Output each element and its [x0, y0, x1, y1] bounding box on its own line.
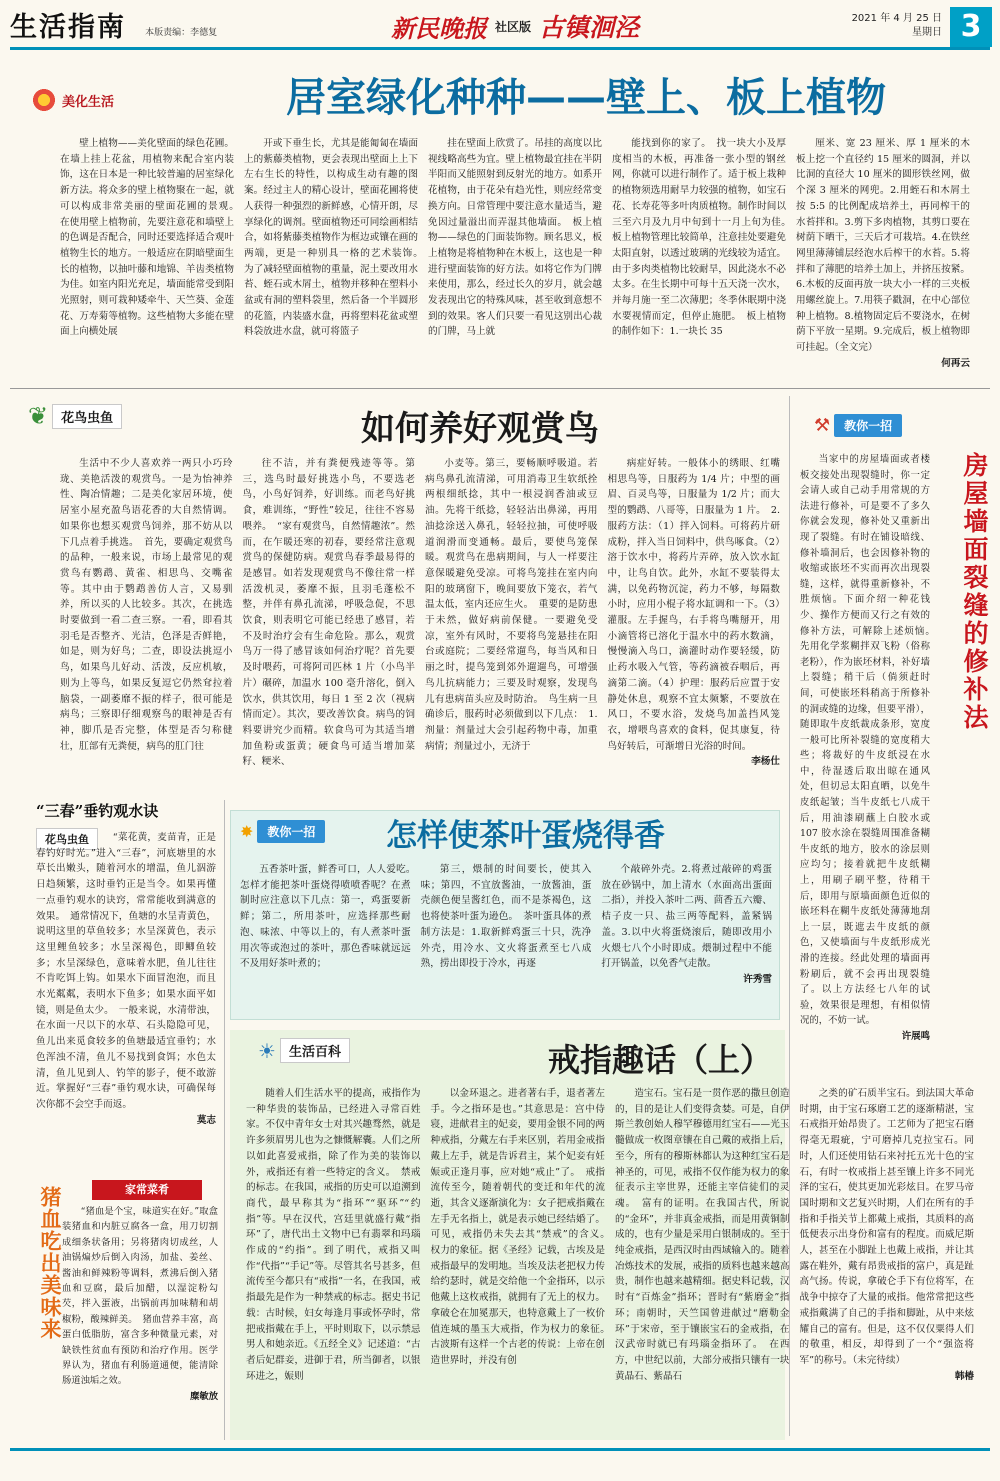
hammer-icon: ⚒ — [814, 415, 831, 436]
tag-label: 美化生活 — [62, 94, 115, 110]
article7-title: 戒指趣话（上） — [547, 1041, 772, 1079]
weekday-line: 星期日 — [912, 27, 942, 38]
star-icon: ✸ — [240, 822, 254, 841]
article1-body — [60, 136, 970, 382]
tag-flower-bird — [28, 402, 188, 442]
article5-col2: 第三，煨制的时间要长，使其入味；第四，不宜放酱油，一放酱油，蛋壳颜色便呈酱红色，而不是茶褐色，这也将使茶叶蛋为逊色。 茶叶蛋具体的煮制方法是：1.取新鲜鸡蛋三十只，洗净外壳，用冷水、文火将蛋煮至七八成熟，捞出即投于冷水，再逐 — [420, 864, 592, 970]
tag-label: 花鸟虫鱼 — [52, 404, 122, 429]
tag-label: 生活百科 — [280, 1038, 350, 1063]
tag-label: 花鸟虫鱼 — [36, 828, 98, 850]
article1-col5: 厘米、宽 23 厘米、厚 1 厘米的木板上挖一个直径约 15 厘米的圆洞，并以比洞的直径大 10 厘米的圆形铁丝网，做个深 3 厘米的网兜。2.用蛭石和木屑土按 5:5 的比例配成培养土，再同榨干的水苔拌和。3.剪下多肉植物，其剪口要在树荫下晒干，三天后才可栽培。4.在铁丝网里薄薄铺层经泡水后榨干的水苔。5.将拌和了薄肥的培养土加上，并挤压按紧。6.木板的反面再放一块大小一样的三夹板用螺丝旋上。7.用筷子戳洞，在中心部位种上植物。8.植物固定后不要浇水，在树荫下平放一星期。9.完成后，板上植物即可挂起。（全文完） 何再云 — [796, 136, 970, 382]
article7-body — [246, 1086, 974, 1440]
article2-title: 如何养好观赏鸟 — [361, 409, 599, 449]
masthead-rule — [10, 47, 990, 50]
article5-title: 怎样使茶叶蛋烧得香 — [386, 818, 665, 854]
logo-town: 古镇洄泾 — [539, 13, 640, 42]
editor-credit: 本版责编：李德复 — [145, 28, 218, 38]
article2-author: 李杨仕 — [751, 756, 780, 768]
article4-body: “菜花黄，麦苗青，正是春钓好时光。”进入“三春”，河底塘里的水草长出嫩头，随着河水的增温，鱼儿泅游日趋频繁，这时垂钓正是当令。如果再懂一点垂钓观水的诀窍，常常能收到满意的效果。 通常情况下，鱼塘的水呈青黄色，说明这里的草鱼较多；水呈深黄色，表示这里鲤鱼较多；水呈深褐色，即鲫鱼较多；水呈深绿色，意味着水肥，鱼儿往往不肯吃饵上钩。如果水下面冒泡泡，而且水光粼粼，表明水下鱼多；如果水面平如镜，则是鱼太少。 一般来说，水清带浊，在水面一尺以下的水草、石头隐隐可见，鱼儿出来觅食较多的鱼塘最适宜垂钓；水色浑浊不清，鱼儿不易找到食饵；水色太清，鱼儿见到人、钓竿的影子，便不敢游近。掌握好“三春”垂钓观水诀，可确保每次你都不会空手而返。 莫志 — [36, 830, 216, 1240]
article5-body — [240, 862, 772, 1014]
tag-beautify-life — [30, 86, 170, 120]
issue-date — [846, 12, 942, 40]
article2-col4: 病症好转。一般体小的绣眼、红嘴相思鸟等，日服药为 1/4 片；中型的画眉、百灵鸟等，日服量为 1/2 片；而大型的鹦鹉、八哥等，日服量为 1 片。 2.服药方法：（1）拌入饲料。可将药片研成粉，拌入当日饲料中，供鸟啄食。（2）溶于饮水中，将药片弄碎，放入饮水缸中，让鸟自饮。此外，水缸不要装得太满，以免药物沉淀，药力不够，每隔数小时，应用小棍子将水缸调和一下。（3）灌服。左手握鸟，右手将鸟嘴掰开，用小滴管将已溶化于温水中的药水数滴，慢慢滴入鸟口，滴灌时动作要轻缓，防止药水吸入气管，等药滴被吞咽后，再滴第二滴。（4）护理：服药后应置于安静处休息，观察不宜太频繁，不要放在风口，不要水浴，发烧鸟加盖挡风笼衣，增喂鸟喜欢的食料，促其康复，待鸟好转后，可渐增日光浴的时间。 李杨仕 — [608, 456, 781, 792]
page-number: 3 — [950, 7, 992, 47]
tag-label: 教你一招 — [257, 820, 325, 843]
tag-tip-wall — [814, 414, 964, 440]
logo-main: 新民晚报 — [390, 13, 487, 43]
article3-body: 当家中的房屋墙面或者楼板交接处出现裂缝时，你一定会请人或自己动手用常规的方法进行修补，可是要不了多久你就会发现，修补处又重新出现了裂缝。有时在铺设暗线、修补墙洞后，也会因修补物的收缩或嵌坯不实而再次出现裂缝，这样，就得重新修补，不胜烦恼。下面介绍一种花钱少、操作方便而又行之有效的修补方法，可解除上述烦恼。 先用化学浆糊拌双飞粉（俗称老粉），作为嵌坯材料，补好墙上裂缝；稍干后（倘须赶时间，可使嵌坯料稍高于所修补的洞或缝的边缘，但要平滑），随即取牛皮纸裁成条形，宽度一般可比所补裂缝的宽度稍大些；将裁好的牛皮纸浸在水中，待湿透后取出晾在通风处，但切忌太阳直晒，以免牛皮纸起皱；当牛皮纸七八成干后，用油漆刷蘸上白胶水或 107 胶水涂在裂缝周围准备糊牛皮纸的地方，胶水的涂层则应均匀；接着就把牛皮纸糊上，用刷子刷平整，待稍干后，即用与原墙面颜色近似的嵌坯料在糊牛皮纸处薄薄地刮上一层，既遮去牛皮纸的颜色，又使墙面与牛皮纸形成光滑的连接。经此处理的墙面再粉刷后，就不会再出现裂缝了。以上方法经七八年的试验，效果很是理想，有相似情况的，不妨一试。 许展鸣 — [800, 452, 930, 1452]
article2-col1: 生活中不少人喜欢养一两只小巧玲珑、美艳活泼的观赏鸟。一是为怡神养性、陶冶情趣；二是美化家居环境，使居室小屋充盈鸟语花香的大自然情调。如果你也想买观赏鸟饲养，那不妨从以下几点着手挑选。 首先，要确定观赏鸟的品种，一般来说，市场上最常见的观赏鸟有鹦鹉、黄雀、相思鸟、交嘴雀等。其中由于鹦鹉善仿人言，又易驯养，所以买的人比较多。其次，在挑选时要做到一看二查三察。一看，即看其羽毛是否整齐、光洁，色泽是否鲜艳，如是，则为好鸟；二查，即设法挑逗小鸟，如果鸟儿好动、活泼，反应机敏，则为上等鸟，如果反复逗它仍然耷拉着脑袋，一副萎靡不振的样子，很可能是病鸟；三察即仔细观察鸟的眼神是否有神，脚爪是否完整，体型是否匀称健壮，肛部有无粪便，病鸟的肛门往 — [60, 458, 233, 752]
article7-col1: 随着人们生活水平的提高，戒指作为一种华贵的装饰品，已经进入寻常百姓家。不仅中青年女士对其兴趣骛然，就是许多须眉男儿也为之慷慨解囊。人们之所以如此喜爱戒指，除了作为美的装饰以外，戒指还有着一些特定的含义。 禁戒的标志。在我国，戒指的历史可以追溯到商代，最早称其为“指环”“驱环”“约指”等。早在汉代，宫廷里就盛行戴“指环”了，唐代出土文物中已有翡翠和玛瑙作成的“约指”。到了明代，戒指又叫作“代指”“手记”等。尽管其名号甚多，但流传至今都只有“戒指”一名，在我国，戒指最先是作为一种禁戒的标志。据史书记载：古时候，妇女每逢月事或怀孕时，常把戒指戴在手上，平时则取下，以示禁忌男人和她亲近。《五经全义》记述道：“古者后妃群妾，进御于君，所当御者，以银环进之，娠则 — [246, 1088, 421, 1382]
divider — [10, 388, 990, 389]
tag-label: 教你一招 — [834, 414, 902, 437]
article7-col2: 以金环退之。进者著右手，退者著左手。今之指环是也。”其意思是：宫中侍寝，进献君主的妃妾，要用金银不同的两种戒指，分戴左右手来区别，若用金戒指戴上左手，就是告诉君主，某个妃妾有妊娠或正逢月事，应对她“戒止”了。 戒指流传至今，随着朝代的变迁和年代的流逝，其含义逐渐演化为：女子把戒指戴在左手无名指上，就是表示她已经结婚了。可见，戒指仍未失去其“禁戒”的含义。 权力的象征。据《圣经》记载，古埃及是戒指最早的发明地。当埃及法老把权力传给约瑟时，就是交给他一个金指环，以示他戴上这枚戒指，就拥有了无上的权力。拿破仑在加冕那天，也特意戴上了一枚价值连城的墨玉大戒指，作为权力的象征。 古波斯有这样一个古老的传说：上帝在创造世界时，并没有创 — [430, 1088, 615, 1366]
tag-home-cooking: 家常菜肴 — [92, 1180, 202, 1200]
article2-col3: 小麦等。第三，要畅顺呼吸道。若病鸟鼻孔流清涕，可用消毒卫生软纸拴两根细纸捻，其中一根浸润香油或豆油。先将干纸捻，轻轻沾出鼻涕，再用油捻涂送入鼻孔，轻轻拉抽，可使呼吸道润滑而变通畅。最后，要使鸟笼保暖。观赏鸟在患病期间，与人一样要注意保暖避免受凉。可将鸟笼挂在室内向阳的玻璃窗下，晚间要放下笼衣，若气温太低，室内还应生火。 重要的是防患于未然，做好病前保健。一要避免受凉，室外有风时，不要将鸟笼悬挂在阳台或庭院；二要经常遛鸟，每当风和日丽之时，提鸟笼到郊外遛遛鸟，可增强鸟儿抗病能力；三要及时观察，发现鸟儿有患病苗头应及时防治。 鸟生病一旦确诊后，服药时必须做到以下几点： 1.剂量：剂量过大会引起药物中毒，加重病情；剂量过小，无济于 — [425, 458, 598, 752]
article1-col1: 壁上植物——美化壁面的绿色花圃。在墙上挂上花盆，用植物来配合室内装饰，这在日本是一种比较普遍的居室绿化新方法。将众多的壁上植物聚在一起，就可以构成非常美丽的壁面花圃的景观。 在使用壁上植物前，先要注意花和墙壁上的色调是否配合，同时还要选择适合观叶植物生长的地方。一般适应在阴暗壁面生长的植物，以抽叶藤和地锦、羊齿类植物为佳。如室内阳光充足，墙面能常受到阳光照射，则可栽种矮牵牛、天竺葵、金莲花、万寿菊等植物。这些植物大多能在壁面上向横处展 — [60, 138, 244, 338]
article4-author: 莫志 — [196, 1114, 216, 1126]
logo-edition: 社区版 — [494, 19, 531, 34]
tag-tip-tea — [240, 820, 380, 848]
plant-icon: ❦ — [28, 402, 49, 430]
article6-title: 猪血吃出美味来 — [38, 1186, 62, 1340]
masthead-left — [10, 5, 310, 45]
tag-life-encyclopedia — [258, 1038, 408, 1068]
flower-icon — [30, 86, 58, 114]
article2-body — [60, 456, 780, 792]
section-name: 生活指南 — [10, 12, 126, 43]
article5-col3: 个敲碎外壳。2.将煮过敲碎的鸡蛋放在砂锅中，加上清水（水面高出蛋面二指），并投入茶叶二两、茴香五六瓣、桔子皮一只、盐三两等配料，盖紧锅盖。3.以中火将蛋烧滚后，随即改用小火煨七八个小时即成。煨制过程中不能打开锅盖，以免香气走散。 许秀雪 — [601, 862, 772, 1014]
article6-body: “猪血是个宝，味道实在好。”取盒装猪血和内脏豆腐各一盒，用刀切割成细条状备用；另将猪肉切成丝，人油锅煸炒后倒入肉汤，加盐、姜丝、酱油和鲜辣粉等调料，煮沸后倒入猪血和豆腐，最后加醋，以湿淀粉勾芡，拌入蛋液，出锅前再加味精和胡椒粉，酸辣鲜美。 猪血营养丰富，高蛋白低脂肪，富含多种微量元素，对缺铁性贫血有预防和治疗作用。医学界认为，猪血有利肠道通便，能清除肠道浊垢之效。 糜敏放 — [62, 1204, 218, 1444]
article7-author: 韩椿 — [954, 1370, 974, 1382]
article7-col3: 造宝石。宝石是一贯作恶的撒旦创造的，目的是让人们变得贪婪。可是，自伊斯兰教创始人穆罕穆德用红宝石——光玉髓做成一枚图章镶在自己戴的戒指上后，至今，所有的穆斯林都认为这种红宝石是神圣的，可见，戒指不仅作能为权力的象征表示主宰世界，还能主宰信徒们的灵魂。 富有的证明。在我国古代，所说的“金环”，并非真金戒指，而是用黄铜制成的，也有少量是采用白银制成的。至于纯金戒指，是西汉时由西域输入的。随着冶炼技术的发展，戒指的质料也越来越高贵，制作也越来越精细。据史料记载，汉时有“百炼金”指环；晋时有“紫磨金”指环；南朝时，天竺国曾进献过“磨勒金环”于宋帝，至于镶嵌宝石的金戒指，在汉武帝时就已有玛瑙金指环了。 在西方，中世纪以前，大部分戒指只镶有一块黄晶石、紫晶石 — [615, 1088, 790, 1382]
article2-col2: 往不洁，并有粪便残迹等等。第三，选鸟时最好挑选小鸟，不要选老鸟，小鸟好饲养，好训练。而老鸟好挑食，难训练，“野性”较足，往往不容易喂养。 “家有观赏鸟，自然情趣浓”。然而，在乍暖还寒的初春，要经常注意观赏鸟的保健防病。观赏鸟春季最易得的是感冒。如若发现观赏鸟不像往常一样活泼机灵，萎靡不振，且羽毛蓬松不整，并伴有鼻孔流涕，呼吸急促，不思饮食，则表明它可能已经患了感冒，若不及时治疗会有生命危险。那么，观赏鸟万一得了感冒该如何治疗呢？首先要及时喂药，可将阿司匹林 1 片（小鸟半片）碾碎，加温水 100 毫升溶化，倒入饮水，供其饮用，每日 1 至 2 次（视病情而定）。其次，要改善饮食。病鸟的饲料要讲究少而精。软食鸟可为其适当增加鱼粉或蛋黄；硬食鸟可适当增加菜籽、粳米、 — [242, 458, 415, 768]
article4-title: “三春”垂钓观水诀 — [36, 802, 159, 820]
date-line: 2021 年 4 月 25 日 — [851, 13, 942, 24]
article1-col3: 挂在壁面上欣赏了。吊挂的高度以比视线略高些为宜。壁上植物最宜挂在半阴半阳而又能照射到反射光的地方。如系开花植物，由于花朵有趋光性，则应经常变换方向。日常管理中要注意水量适当，避免因过量溢出而弄湿其他墙面。 板上植物——绿色的门面装饰物。顾名思义，板上植物是将植物种在木板上，这也是一种进行壁面装饰的好方法。如将它作为门牌来使用，那么，经过长久的岁月，就会越发表现出它的特殊风味，甚至收到意想不到的效果。客人们只要一看见这别出心裁的门牌，马上就 — [428, 138, 602, 338]
column-divider — [224, 800, 225, 1440]
article1-author: 何再云 — [941, 357, 970, 369]
bulb-icon: ☀ — [258, 1038, 276, 1063]
article3-title: 房屋墙面裂缝的修补法 — [960, 452, 989, 732]
newspaper-logo — [350, 8, 680, 44]
article3-author: 许展鸣 — [901, 1030, 930, 1042]
article1-col2: 开或下垂生长，尤其是能匍匐在墙面上的紫藤类植物，更会表现出壁面上上下左右生长的特性，以构成生动有趣的图案。经过主人的精心设计，壁面花圃将使人获得一种强烈的新鲜感，心情开朗，尽享绿化的调剂。壁面植物还可同绘画相结合，如将紫藤类植物作为框边或镶在画的两端，更是一种别具一格的艺术装饰。 为了减轻壁面植物的重量，泥土要改用水苔、蛭石或木屑土，植物并移种在塑料小盆或有洞的塑料袋里，然后备一个半圆形的花篮，内装盛水盘，再将塑料花盆或塑料袋放进水盘，就可将篮子 — [244, 138, 428, 338]
article1-title: 居室绿化种种——壁上、板上植物 — [286, 75, 886, 121]
article5-col1: 五香茶叶蛋，鲜香可口，人人爱吃。 怎样才能把茶叶蛋烧得喷喷香呢？在煮制时应注意以下几点：第一，鸡蛋要新鲜；第二，所用茶叶，应选择那些耐泡、味浓、中等以上的，有人煮茶叶蛋用次等或泡过的茶叶，那色香味就远远不及用好茶叶煮的； — [240, 864, 421, 970]
article5-author: 许秀雪 — [743, 973, 773, 985]
article6-author: 糜敏放 — [190, 1390, 218, 1402]
article7-col4: 之类的矿石质半宝石。到法国大革命时期，由于宝石琢磨工艺的逐渐精湛，宝石戒指开始昂贵了。工艺师为了把宝石磨得毫无瑕疵，宁可磨掉几克拉宝石。同时，人们还使用钻石来衬托五光十色的宝石，有时一枚戒指上甚至镶上许多不同光泽的宝石，使其更加光彩炫目。在罗马帝国时期和文艺复兴时期，人们在所有的手指和手指关节上都戴上戒指，其质料的高低便表示出身份和富有的程度。而威尼斯人，甚至在小脚趾上也戴上戒指，并让其露在鞋外，戴有昂贵戒指的富户，真是趾高气扬。传说，拿破仑手下有位将军，在战争中掠夺了大量的戒指。他常常把这些戒指戴满了自己的手指和脚趾，从中来炫耀自己的富有。但是，这不仅仅粟得人们的敬重，相反，却得到了一个“强盗将军”的称号。（未完待续） 韩椿 — [800, 1086, 975, 1440]
article1-col4: 能找到你的家了。 找一块大小及厚度相当的木板，再准备一张小型的钢丝网，你就可以进行制作了。适于板上栽种的植物须选用耐旱力较强的植物，如宝石花、长寿花等多叶肉质植物。制作时间以三至六月及九月中旬到十一月上旬为佳。 板上植物管理比较简单，注意挂处要避免太阳直射，以透过玻璃的光线较为适宜。由于多肉类植物比较耐旱，因此浇水不必太多。在生长期中可每十五天浇一次水，并每月施一至二次薄肥；冬季休眠期中浇水要视情而定，但停止施肥。 板上植物的制作如下：1.一块长 35 — [612, 138, 796, 338]
bottom-rule — [10, 1448, 990, 1451]
